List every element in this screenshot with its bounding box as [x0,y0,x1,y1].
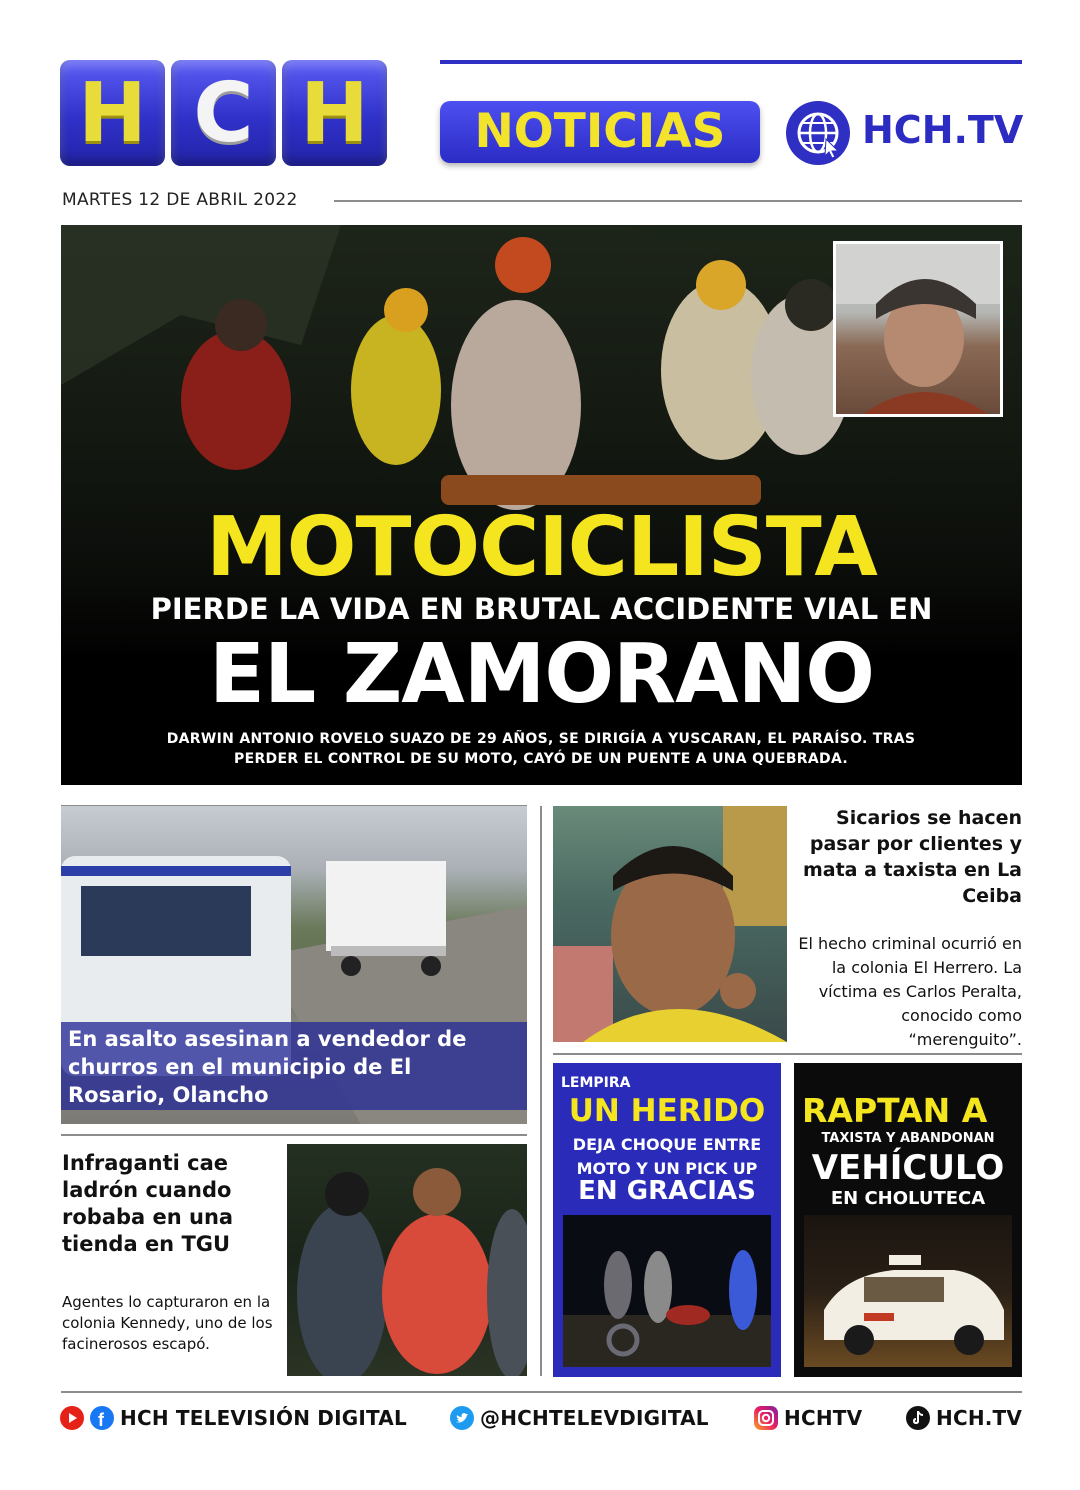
hero-headline-sub: PIERDE LA VIDA EN BRUTAL ACCIDENTE VIAL EN [150,592,933,626]
taxista-victim-photo[interactable] [553,806,787,1042]
ladron-headline[interactable]: Infraganti cae ladrón cuando robaba en una tienda en TGU [62,1151,234,1256]
ladron-summary: Agentes lo capturaron en la colonia Kennedy, uno de los facinerosos escapó. [62,1293,273,1353]
lempira-kicker: LEMPIRA [561,1075,631,1091]
footer-instagram-label: HCHTV [784,1406,863,1430]
social-footer [60,1400,1022,1444]
logo-letter: C [171,60,276,166]
footer-rule [61,1391,1022,1393]
taxista-summary: El hecho criminal ocurrió en la colonia El Herrero. La víctima es Carlos Peralta, conocido como “merenguito”. [798,934,1022,1049]
footer-tiktok[interactable] [906,1406,1022,1430]
footer-youtube-facebook-label: HCH TELEVISIÓN DIGITAL [120,1406,407,1430]
hero-headline-place: EL ZAMORANO [209,627,874,722]
taxista-headline[interactable]: Sicarios se hacen pasar por clientes y mata a taxista en La Ceiba [802,807,1022,907]
choluteca-story[interactable] [794,1063,1022,1377]
lempira-story[interactable] [553,1063,781,1377]
footer-twitter-label: @HCHTELEVDIGITAL [480,1406,709,1430]
footer-tiktok-label: HCH.TV [936,1406,1023,1430]
hero-story[interactable] [61,225,1022,785]
svg-text:f: f [98,1410,104,1430]
choluteca-subheadline: TAXISTA Y ABANDONAN [821,1131,995,1146]
youtube-icon[interactable] [60,1406,84,1430]
twitter-icon[interactable] [450,1406,474,1430]
issue-date: MARTES 12 DE ABRIL 2022 [62,190,298,210]
lempira-subheadline: DEJA CHOQUE ENTRE MOTO Y UN PICK UP [572,1135,762,1178]
choluteca-location: EN CHOLUTECA [830,1188,986,1209]
globe-icon [786,101,850,165]
facebook-icon[interactable] [90,1406,114,1430]
choluteca-vehicle-label: VEHÍCULO [811,1148,1005,1188]
ladron-photo[interactable] [287,1144,527,1376]
churros-headline[interactable]: En asalto asesinan a vendedor de churros en el municipio de El Rosario, Olancho [68,1027,467,1107]
lempira-photo [563,1215,771,1367]
choluteca-headline: RAPTAN A [802,1091,988,1130]
date-rule [334,200,1022,202]
footer-twitter[interactable] [450,1406,709,1430]
site-url[interactable]: HCH.TV [862,108,1024,152]
hch-logo [60,60,387,166]
column-rule [540,806,542,1376]
tiktok-icon[interactable] [906,1406,930,1430]
logo-letter: H [60,60,165,166]
logo-letter: H [282,60,387,166]
noticias-badge: NOTICIAS [440,101,760,163]
header-rule [440,60,1022,64]
footer-instagram[interactable] [754,1406,862,1430]
choluteca-photo [804,1215,1012,1367]
hero-summary: DARWIN ANTONIO ROVELO SUAZO DE 29 AÑOS, SE DIRIGÍA A YUSCARAN, EL PARAÍSO. TRAS PERDER EL CONTROL DE SU MOTO, CAYÓ DE UN PUENTE A UNA QUEBRADA. [166,731,916,767]
lempira-headline: UN HERIDO [568,1093,766,1129]
lempira-location: EN GRACIAS [578,1176,756,1206]
hero-headline-main: MOTOCICLISTA [206,500,877,595]
victim-photo [833,241,1003,417]
instagram-icon[interactable] [754,1406,778,1430]
section-rule [553,1053,1022,1055]
footer-youtube-facebook[interactable] [60,1406,407,1430]
section-rule [61,1134,527,1136]
